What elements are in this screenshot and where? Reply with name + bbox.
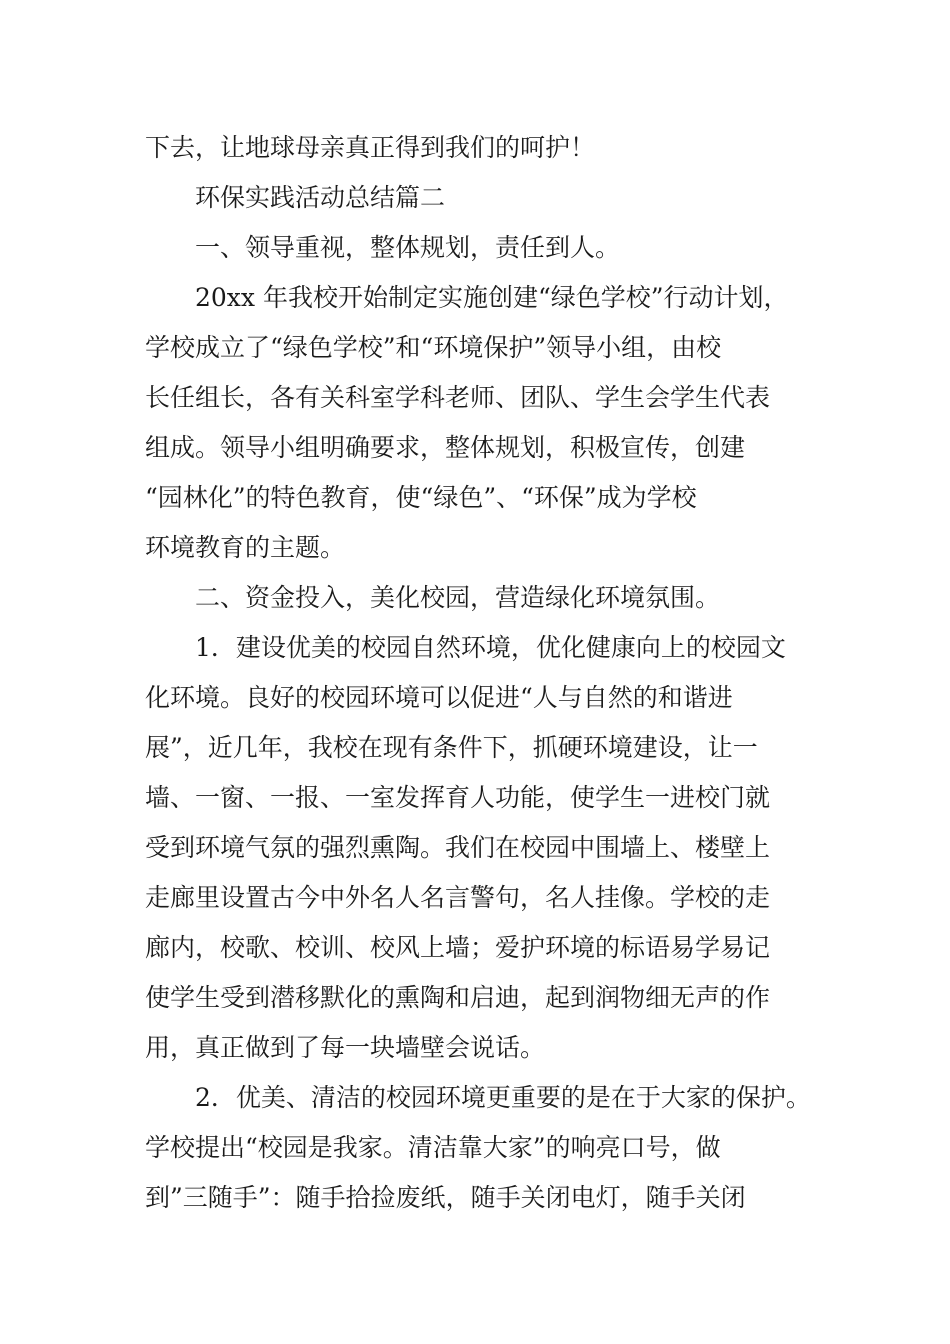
text-line: 学校提出“校园是我家。清洁靠大家”的响亮口号，做 — [145, 1133, 721, 1162]
section-heading: 一、领导重视，整体规划，责任到人。 — [195, 233, 621, 262]
text-line: 廊内，校歌、校训、校风上墙；爱护环境的标语易学易记 — [145, 933, 771, 962]
text-line: 长任组长，各有关科室学科老师、团队、学生会学生代表 — [145, 383, 771, 412]
text-line: 化环境。良好的校园环境可以促进“人与自然的和谐进 — [145, 683, 733, 712]
text-line: 用，真正做到了每一块墙壁会说话。 — [145, 1033, 546, 1062]
text-line: 组成。领导小组明确要求，整体规划，积极宣传，创建 — [145, 433, 746, 462]
text-line: 走廊里设置古今中外名人名言警句，名人挂像。学校的走 — [145, 883, 771, 912]
text-line: 使学生受到潜移默化的熏陶和启迪，起到润物细无声的作 — [145, 983, 771, 1012]
text-line: 墙、一窗、一报、一室发挥育人功能，使学生一进校门就 — [145, 783, 771, 812]
text-line: 学校成立了“绿色学校”和“环境保护”领导小组，由校 — [145, 333, 722, 362]
section-title: 环保实践活动总结篇二 — [195, 183, 446, 212]
text-line: 2．优美、清洁的校园环境更重要的是在于大家的保护。 — [195, 1083, 811, 1112]
text-line: “园林化”的特色教育，使“绿色”、“环保”成为学校 — [145, 483, 697, 512]
text-line: 受到环境气氛的强烈熏陶。我们在校园中围墙上、楼壁上 — [145, 833, 771, 862]
text-line: 到”三随手”：随手拾捡废纸，随手关闭电灯，随手关闭 — [145, 1183, 746, 1212]
text-line: 环境教育的主题。 — [145, 533, 346, 562]
text-line: 下去，让地球母亲真正得到我们的呵护！ — [145, 133, 596, 162]
section-heading: 二、资金投入，美化校园，营造绿化环境氛围。 — [195, 583, 721, 612]
text-line: 20xx 年我校开始制定实施创建“绿色学校”行动计划， — [195, 283, 789, 312]
text-line: 展”，近几年，我校在现有条件下，抓硬环境建设，让一 — [145, 733, 758, 762]
text-line: 1．建设优美的校园自然环境，优化健康向上的校园文 — [195, 633, 786, 662]
